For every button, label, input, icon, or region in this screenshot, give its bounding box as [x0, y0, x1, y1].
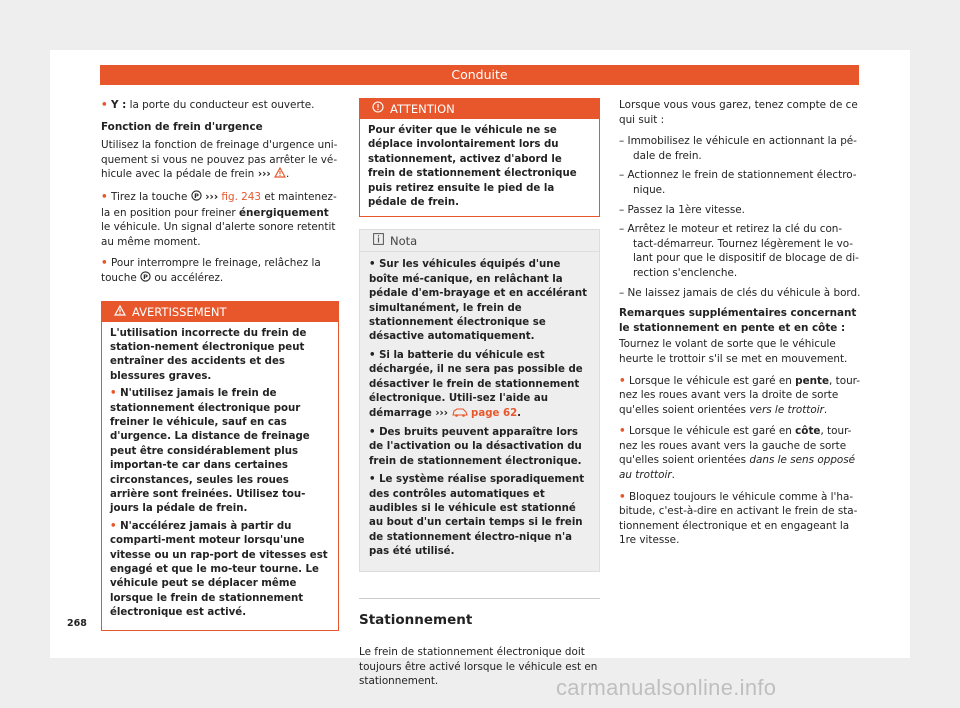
uphill-text: • Lorsque le véhicule est garé en côte, tour-nez les roues avant vers la gauche de sorte qu'elles soient orientées dans le sens opposé au trottoir. — [619, 425, 856, 482]
warning-box-header: AVERTISSEMENT — [102, 302, 338, 322]
note-box-body: • Sur les véhicules équipés d'une boîte mé-canique, en relâchant la pédale d'em-brayage et en accélérant simultanément, le frein de stationnement électronique se désactive automatiquement. • Si la batterie du véhicule est déchargée, il ne sera pas possible de désactiver le frein de stationnement électronique. Utili-sez l'aide au démarrage ››› page 62. • Des bruits peuvent apparaître lors de l'activation ou la désactivation du frein de stationnement électronique. • Le système réalise sporadiquement des contrôles automatiques et audibles si le véhicule est stationné au bout d'un certain temps si le frein de stationnement électro-nique n'a pas été utilisé. — [369, 259, 587, 558]
list-item: – Ne laissez jamais de clés du véhicule à bord. — [619, 286, 861, 299]
list-item: – Actionnez le frein de stationnement électro-nique. — [619, 169, 857, 196]
pull-button-text: • Tirez la touche P ››› fig. 243 et maintenez-la en position pour freiner énergiquement le véhicule. Un signal d'alerte sonore retentit au même moment. — [101, 190, 337, 248]
section-text: Le frein de stationnement électronique doit toujours être activé lorsque le véhicule est en stationnement. — [359, 646, 598, 688]
downhill-text: • Lorsque le véhicule est garé en pente, tour-nez les roues avant vers la droite de sorte qu'elles soient orientées vers le trottoir. — [619, 374, 861, 416]
release-text: • Pour interrompre le freinage, relâchez la touche P ou accélérez. — [101, 256, 339, 286]
svg-text:P: P — [143, 272, 148, 281]
svg-text:P: P — [193, 191, 199, 200]
list-item: – Passez la 1ère vitesse. — [619, 203, 745, 216]
info-icon — [372, 230, 384, 252]
attention-box — [359, 98, 600, 217]
fig-ref-link[interactable]: fig. 243 — [218, 190, 262, 203]
list-item: – Arrêtez le moteur et retirez la clé du con-tact-démarreur. Tournez légèrement le vo-lant pour que le dispositif de blocage de di-rection s'enclenche. — [619, 223, 859, 279]
column-right — [619, 98, 861, 555]
column-middle — [359, 98, 600, 696]
page-header: Conduite — [100, 65, 859, 85]
watermark-text: carmanualsonline.info — [556, 675, 777, 700]
door-open-line: • Y : la porte du conducteur est ouverte. — [101, 99, 315, 111]
note-box — [359, 229, 600, 571]
emergency-brake-text: Utilisez la fonction de freinage d'urgence uni-quement si vous ne pouvez pas arrêter le vé-hicule avec la pédale de frein ››› . — [101, 138, 339, 183]
attention-box-body: Pour éviter que le véhicule ne se déplace involontairement lors du stationnement, activez d'abord le frein de stationnement électronique puis retirez ensuite le pied de la pédale de frein. — [368, 125, 577, 209]
attention-box-header: ATTENTION — [360, 99, 599, 119]
info-circle-icon — [372, 99, 384, 119]
door-label: Y : — [110, 99, 127, 111]
page-ref-link[interactable]: page 62 — [467, 407, 518, 419]
parking-intro: Lorsque vous vous garez, tenez compte de ce qui suit : — [619, 99, 858, 126]
warning-box-body: L'utilisation incorrecte du frein de station-nement électronique peut entraîner des accidents et des blessures graves. • N'utilisez jamais le frein de stationnement électronique pour freiner le véhicule, sauf en cas d'urgence. La distance de freinage peut être considérablement plus importan-te car dans certaines circonstances, seules les roues arrière sont freinées. Utilisez tou-jours la pédale de frein. • N'accélérez jamais à partir du comparti-ment moteur lorsqu'une vitesse ou un rap-port de vitesses est engagé et que le mo-teur tourne. Le véhicule peut se déplacer même lorsque le frein de stationnement électronique est activé. — [110, 327, 328, 619]
slope-heading: Remarques supplémentaires concernant le stationnement en pente et en côte : — [619, 307, 857, 334]
note-box-header: Nota — [360, 230, 599, 252]
section-heading: Stationnement — [359, 598, 600, 628]
warning-icon — [114, 302, 126, 322]
column-left — [101, 98, 339, 631]
slope-text: Tournez le volant de sorte que le véhicule heurte le trottoir s'il se met en mouvement. — [619, 338, 848, 365]
car-icon — [452, 407, 468, 422]
parking-brake-icon — [191, 190, 202, 206]
emergency-brake-heading: Fonction de frein d'urgence — [101, 120, 263, 133]
block-vehicle-text: • Bloquez toujours le véhicule comme à l'ha-bitude, c'est-à-dire en activant le frein de sta-tionnement électronique et en engageant la 1re vitesse. — [619, 490, 858, 547]
parking-brake-icon — [140, 271, 151, 287]
warning-icon — [274, 167, 286, 183]
page-number: 268 — [67, 618, 87, 629]
list-item: – Immobilisez le véhicule en actionnant la pé-dale de frein. — [619, 135, 857, 162]
warning-box — [101, 301, 339, 631]
